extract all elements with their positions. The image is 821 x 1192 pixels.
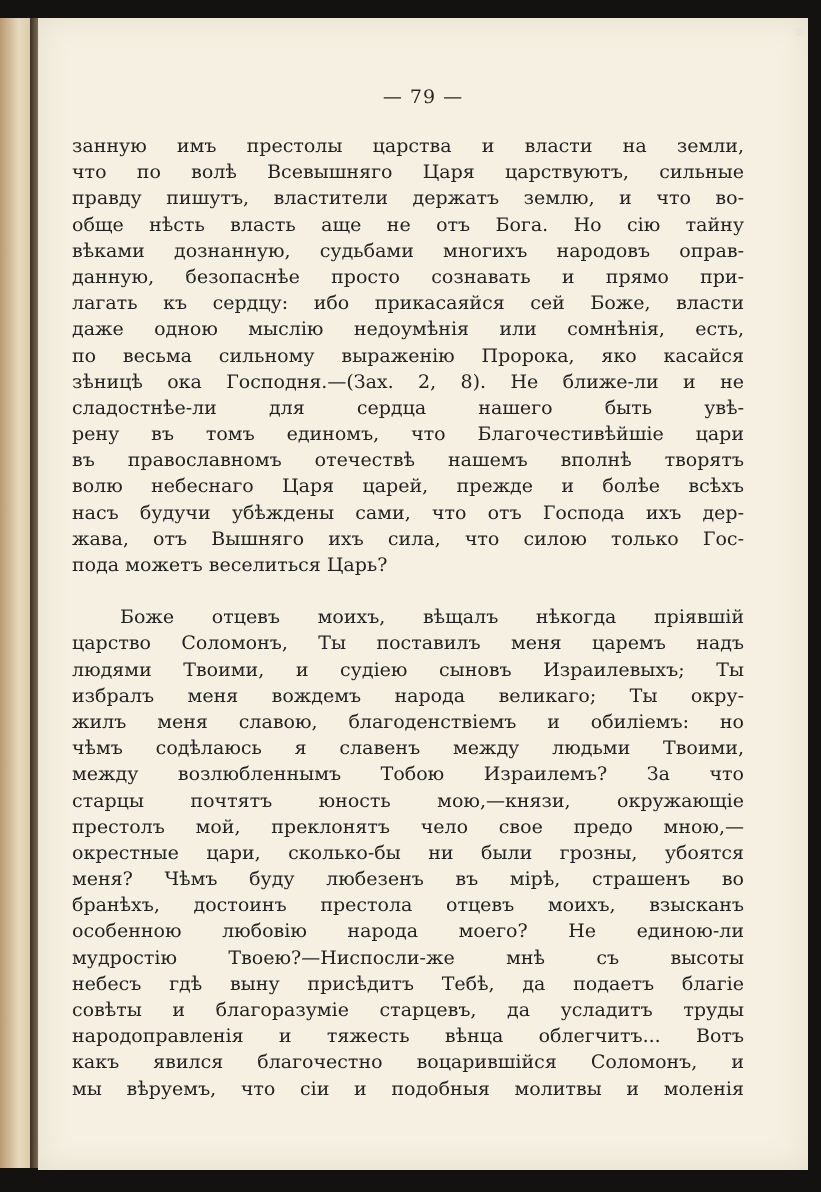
text-line: зѣницѣ ока Господня.—(Зах. 2, 8). Не ближе-ли и не [72, 370, 744, 393]
text-line: лагать къ сердцу: ибо прикасаяйся сей Боже, власти [72, 292, 744, 315]
text-line: людями Твоими, и судіею сыновъ Израилевыхъ; Ты [72, 658, 744, 681]
text-line: меня? Чѣмъ буду любезенъ въ мірѣ, страшенъ во [72, 868, 744, 891]
text-line: волю небеснаго Царя царей, прежде и болѣе всѣхъ [72, 475, 744, 498]
text-line: мудростію Твоею?—Ниспосли-же мнѣ съ высоты [72, 946, 744, 969]
text-line: между возлюбленнымъ Тобою Израилемъ? За что [72, 763, 744, 786]
text-line: совѣты и благоразуміе старцевъ, да усладитъ труды [72, 999, 744, 1021]
left-page-edge [0, 18, 34, 1168]
book-page [38, 18, 808, 1170]
text-line: насъ будучи убѣждены сами, что отъ Господа ихъ дер- [72, 501, 744, 524]
text-line: даже одною мыслію недоумѣнія или сомнѣнія, есть, [72, 318, 744, 341]
text-line: какъ явился благочестно воцарившійся Соломонъ, и [72, 1051, 744, 1074]
text-line: мы вѣруемъ, что сіи и подобныя молитвы и моленія [72, 1077, 744, 1100]
text-line: пода можетъ веселиться Царь? [72, 554, 388, 576]
text-line: вѣками дознанную, судьбами многихъ народовъ оправ- [72, 239, 744, 262]
text-line: данную, безопаснѣе просто сознавать и прямо при- [72, 265, 744, 288]
text-line: особенною любовію народа моего? Не единою-ли [72, 920, 744, 943]
text-line: сладостнѣе-ли для сердца нашего быть увѣ- [72, 396, 744, 419]
text-line: что по волѣ Всевышняго Царя царствуютъ, сильные [72, 161, 744, 184]
text-line: рену въ томъ единомъ, что Благочестивѣйшіе цари [72, 423, 744, 446]
text-line: окрестные цари, сколько-бы ни были грозны, убоятся [72, 841, 744, 864]
text-line: чѣмъ содѣлаюсь я славенъ между людьми Твоими, [72, 737, 744, 760]
page-number: — 79 — [382, 86, 464, 108]
text-line: небесъ гдѣ выну присѣдитъ Тебѣ, да подаетъ благіе [72, 972, 744, 995]
text-line: обще нѣсть власть аще не отъ Бога. Но сію тайну [72, 213, 744, 236]
text-line: по весьма сильному выраженію Пророка, яко касайся [72, 344, 744, 367]
text-line: старцы почтятъ юность мою,—князи, окружающіе [72, 789, 744, 812]
text-line: занную имъ престолы царства и власти на земли, [72, 135, 744, 157]
page-text [72, 133, 744, 1102]
text-line: правду пишутъ, властители держатъ землю, и что во- [72, 187, 744, 210]
text-line: избралъ меня вождемъ народа великаго; Ты окру- [72, 684, 744, 707]
corner-mark [796, 28, 804, 36]
text-line: престолъ мой, преклонятъ чело свое предо мною,— [72, 815, 744, 838]
text-line: жилъ меня славою, благоденствіемъ и обиліемъ: но [72, 710, 744, 733]
text-line: Боже отцевъ моихъ, вѣщалъ нѣкогда пріявшій [120, 606, 744, 629]
paragraph-1 [72, 133, 744, 578]
text-line: въ православномъ отечествѣ нашемъ вполнѣ творятъ [72, 449, 744, 472]
paragraph-2 [72, 604, 744, 1102]
text-line: жава, отъ Вышняго ихъ сила, что силою только Гос- [72, 527, 744, 550]
text-line: народоправленія и тяжесть вѣнца облегчитъ... Вотъ [72, 1025, 744, 1048]
text-line: бранѣхъ, достоинъ престола отцевъ моихъ, взысканъ [72, 894, 744, 917]
text-line: царство Соломонъ, Ты поставилъ меня царемъ надъ [72, 632, 744, 655]
